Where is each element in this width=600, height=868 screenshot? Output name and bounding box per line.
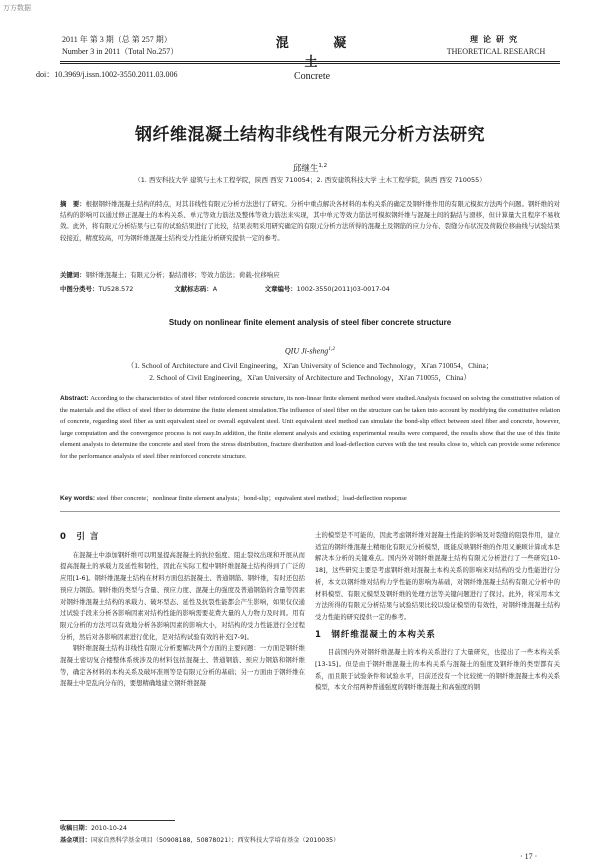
section-zh: 理论研究: [470, 35, 522, 44]
article-number-label: 文章编号：: [264, 285, 297, 293]
keywords-en: [60, 493, 560, 502]
received-value: 2010-10-24: [90, 825, 127, 832]
body-paragraph: 土的模型是不可能的，因此考虑钢纤维对混凝土性能的影响及对裂缝的阻裂作用，建立适宜的钢纤维混凝土精细化有限元分析模型，既能反映钢纤维的作用又兼顾计算成本是解决本分析的关键难点。国内外对钢纤维混凝土结构有限元分析进行了一些研究[10-18]，这些研究主要是考虑钢纤维对混凝土本构关系的影响来对结构的受力性能进行分析，本文以钢纤维对结构力学性能的影响为基础，对钢纤维混凝土结构有限元分析中的材料模型、有限元模型及钢纤维的处理方法等关键问题进行了探讨。此外，将采用本文方法所得的有限元分析结果与试验结果比较以验证模型的有效性，对钢纤维混凝土结构受力性能的研究提供一定的参考。: [315, 532, 560, 621]
clc-label: 中图分类号：: [60, 285, 99, 293]
keywords-zh: [60, 270, 560, 279]
abstract-separator: [60, 511, 560, 512]
clc-value: TU528.572: [98, 285, 134, 293]
keywords-en-label: Key words:: [60, 495, 96, 502]
abstract-zh-text: 根据钢纤维混凝土结构的特点，对其非线性有限元分析方法进行了研究。分析中重点解决各材料的本构关系的确定及钢纤维作用的有限元模拟方法两个问题。钢纤维的对结构的影响可以通过修正混凝土的本构关系、单元等效力筋法及整体等效力筋法来实现，其中单元等效力筋法可模拟钢纤维与混凝土间的黏结与滑移，但计算量大且程序不易收敛。此外，将有限元分析结果与已有的试验结果进行了比较，结果表明采用研究确定的有限元分析方法所得的混凝土及钢筋的应力分布、裂缝分布状况及荷载位移曲线与试验结果较接近，精度较高，可为钢纤维混凝土结构受力性能分析研究提供一定的参考。: [60, 200, 561, 242]
affiliation-en-2: 2. School of Civil Engineering，Xi'an University of Architecture and Technology，Xi'an 710055，China）: [149, 373, 471, 382]
section-en: THEORETICAL RESEARCH: [446, 47, 546, 56]
keywords-zh-label: 关键词：: [60, 271, 86, 279]
author-name-zh: 邱继生: [292, 164, 319, 174]
doc-code-label: 文献标志码：: [174, 285, 213, 293]
abstract-zh: [60, 199, 560, 244]
affiliation-en-1: （1. School of Architecture and Civil Engineering，Xi'an University of Science and Technology，Xi'an 710054，China；: [126, 361, 494, 370]
classification-zh: [60, 284, 560, 293]
author-zh: [60, 162, 560, 174]
received-label: 收稿日期：: [60, 825, 91, 832]
author-affil-sup-en: 1,2: [328, 346, 336, 352]
body-paragraph: 在混凝土中添加钢纤维可以明显提高混凝土的抗拉强度、阻止裂纹出现和开展从而提高混凝土的承载力及延性和韧性，因此在实际工程中钢纤维混凝土结构得到了广泛的应用[1-6]。钢纤维混凝土结构在材料方面包括混凝土、普通钢筋、钢纤维，有时还包括预应力钢筋。钢纤维的类型与含量、预应力度、混凝土的强度及普通钢筋的含量等因素对钢纤维混凝土结构的承载力、破坏型态、延性及抗裂性能都会产生影响，如果仅仅通过试验手段来分析各影响因素对结构性能的影响需要花费大量的人力物力及时间。用有限元分析的方法可以有效地分析各影响因素的影响大小，对结构的受力性能进行全过程分析，然后对各影响因素进行优化，是对结构试验有效的补充[7-9]。: [60, 551, 305, 641]
header-rule-secondary: [60, 63, 560, 64]
body-column-left: [60, 530, 305, 690]
abstract-en-text: According to the characteristics of steel fiber reinforced concrete structure, its non-linear finite element method were studied.Analysis focused on solving the constitutive relation of the materials and the effect of steel fiber to determine the finite element simulation.The influence of steel fiber on the structure can be taken into account by modifying the constitutive relation of concrete, regarding steel fiber as unit equivalent steel or overall equivalent steel. Unit equivalent steel method can simulate the bond-slip effect between steel fiber and concrete, however, large computation and the convergence process is not easy.In addition, the finite element analysis and existing experimental results were compared, the results show that the use of this finite element analysis to determine the concrete and steel from the stress distribution, fracture distribution and load-deflection curves with the test results close to, which can provide some reference for the performance analysis of steel fiber reinforced concrete structure.: [60, 395, 560, 460]
journal-name-zh: 混 凝 土: [275, 36, 367, 70]
corner-watermark: 万方数据: [3, 4, 31, 12]
article-title-zh: 钢纤维混凝土结构非线性有限元分析方法研究: [135, 125, 485, 145]
author-affil-sup-zh: 1,2: [318, 163, 328, 170]
author-name-en: QIU Ji-sheng: [284, 346, 329, 356]
footnote-fund: [60, 835, 339, 844]
keywords-en-text: steel fiber concrete；nonlinear finite element analysis；bond-slip；equivalent steel method；load-deflection response: [96, 495, 407, 502]
body-column-right: [315, 530, 560, 694]
footnote-rule: [60, 820, 175, 821]
fund-value: 国家自然科学基金项目（50908188，50878021）；西安科技大学培育基金（2010035）: [90, 837, 340, 844]
section-heading-introduction: 0 引 言: [60, 532, 100, 542]
journal-name: [252, 32, 372, 82]
issue-zh: 2011 年 第 3 期（总 第 257 期）: [62, 35, 172, 44]
header-rule: [60, 61, 560, 62]
abstract-en: [60, 393, 560, 463]
author-en: [60, 346, 560, 356]
fund-label: 基金项目：: [60, 837, 91, 844]
doi-line: doi：10.3969/j.issn.1002-3550.2011.03.006: [36, 70, 178, 79]
body-paragraph: 目前国内外对钢纤维混凝土的本构关系进行了大量研究，也提出了一些本构关系[13-15]。但是由于钢纤维混凝土的本构关系与混凝土的强度及钢纤维的类型都有关系，而且限于试验条件和试验水平，目前还没有一个比较统一的钢纤维混凝土本构关系模型，本文介绍两种普通强度的钢纤维混凝土和高强度的钢: [315, 649, 560, 692]
section-info: [436, 34, 556, 58]
abstract-en-label: Abstract:: [60, 395, 89, 402]
doc-code-value: A: [212, 285, 218, 293]
issue-info: [62, 34, 178, 58]
keywords-zh-text: 钢纤维混凝土；有限元分析；黏结滑移；等效力筋法；荷载-位移响应: [85, 271, 280, 279]
abstract-zh-label: 摘 要：: [60, 200, 86, 208]
journal-name-en: Concrete: [293, 71, 331, 82]
section-heading-constitutive: 1 钢纤维混凝土的本构关系: [315, 629, 436, 640]
body-paragraph: 钢纤维混凝土结构非线性有限元分析要解决两个方面的主要问题：一方面是钢纤维混凝土密切复合楼整体系统涉及的材料包括混凝土、普通钢筋、预应力钢筋和钢纤维等，确定各材料的本构关系及破坏准则等是有限元分析的基础；另一方面由于钢纤维在混凝土中是乱向分布的，要想精确地建立钢纤维混凝: [60, 645, 305, 688]
page-number: · 17 ·: [520, 852, 538, 861]
article-title-en: Study on nonlinear finite element analysis of steel fiber concrete structure: [168, 318, 452, 327]
article-number-value: 1002-3550(2011)03-0017-04: [296, 285, 390, 293]
footnote-received: [60, 823, 127, 832]
affiliation-zh: （1. 西安科技大学 建筑与土木工程学院，陕西 西安 710054；2. 西安建筑科技大学 土木工程学院，陕西 西安 710055）: [134, 176, 486, 184]
issue-en: Number 3 in 2011（Total No.257）: [62, 47, 179, 56]
